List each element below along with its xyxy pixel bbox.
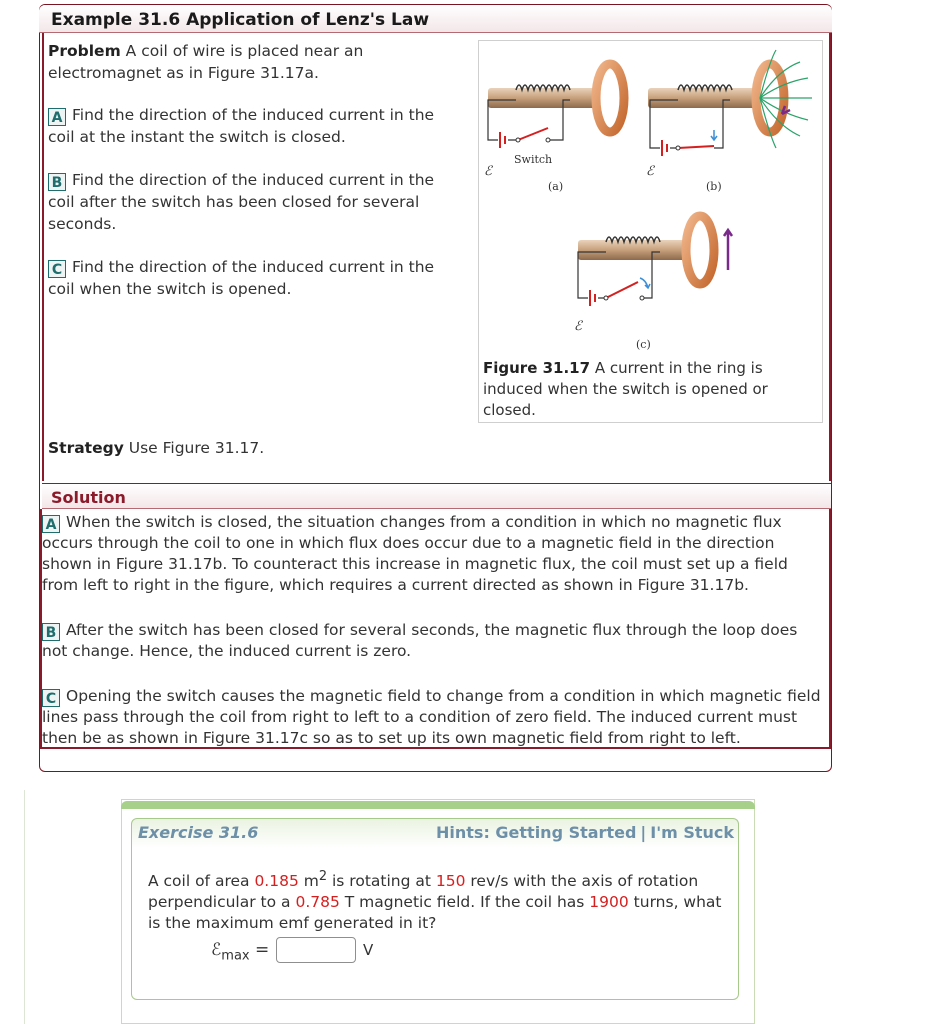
emf-answer-input[interactable] [276, 937, 356, 963]
panel-c [574, 216, 732, 351]
emf-symbol: ℰ [211, 940, 222, 960]
part-c-badge: C [48, 260, 66, 278]
turns-value: 1900 [589, 893, 629, 912]
example-title: Example 31.6 Application of Lenz's Law [51, 10, 430, 30]
right-rule [829, 33, 831, 481]
switch-b-pivot [676, 146, 680, 150]
emf-equals: = [249, 940, 270, 960]
solution-part-a [42, 512, 827, 596]
q-part6: turns, what is the maximum emf generated in it? [148, 893, 722, 933]
induced-current-arrow-c [724, 230, 732, 270]
figure-caption-label: Figure 31.17 [483, 359, 591, 377]
rod-a [488, 88, 596, 108]
area-value: 0.185 [254, 872, 299, 891]
emf-unit: V [363, 941, 374, 959]
part-a-text: Find the direction of the induced current in the coil at the instant the switch is closed. [48, 106, 435, 146]
problem-paragraph [48, 40, 458, 84]
figure-caption-text: A current in the ring is induced when the switch is opened or closed. [483, 359, 768, 419]
problem-text: A coil of wire is placed near an electromagnet as in Figure 31.17a. [48, 42, 364, 82]
solution-b-badge: B [42, 623, 60, 641]
panel-c-label: (c) [636, 338, 651, 351]
ring-a [596, 64, 624, 132]
solution-part-b [42, 620, 827, 662]
emf-max-label [211, 940, 269, 963]
switch-c-pivot [604, 296, 608, 300]
part-b-badge: B [48, 173, 66, 191]
switch-c-contact [640, 296, 644, 300]
part-b-text: Find the direction of the induced current in the coil after the switch has been closed for several seconds. [48, 171, 435, 233]
q-part1: A coil of area [148, 872, 255, 891]
exercise-question [148, 866, 738, 934]
panel-b [646, 50, 812, 193]
rod-c [578, 240, 690, 260]
solution-a-badge: A [42, 515, 60, 533]
emf-symbol-a: ℰ [484, 164, 492, 179]
ring-c [686, 216, 714, 284]
solution-header-bar [42, 483, 831, 509]
emf-subscript: max [221, 948, 250, 964]
solution-title: Solution [51, 488, 126, 507]
switch-a-contact [546, 138, 550, 142]
rod-b [648, 88, 760, 108]
strategy-text: Use Figure 31.17. [123, 439, 265, 457]
problem-part-a [48, 104, 458, 148]
q-part5: T magnetic field. If the coil has [339, 893, 590, 912]
q-part4: rev/s with the axis of rotation perpendicular to a [148, 872, 699, 912]
figure-31-17 [478, 40, 823, 358]
solution-c-text: Opening the switch causes the magnetic field to change from a condition in which magnetic field lines pass through the coil from right to left to a condition of zero field. The induced current must then be as shown in Figure 31.17c so as to set up its own magnetic field from right to left. [42, 687, 821, 747]
switch-c-arrow [640, 278, 650, 288]
figure-caption [483, 358, 818, 421]
solution-c-badge: C [42, 689, 60, 707]
exercise-title: Exercise 31.6 [138, 823, 259, 842]
part-a-badge: A [48, 108, 66, 126]
solution-b-text: After the switch has been closed for several seconds, the magnetic flux through the loop does not change. Hence, the induced current is zero. [42, 621, 798, 660]
strategy-paragraph [48, 437, 458, 459]
exercise-hints [436, 823, 734, 842]
q-part2: m [298, 872, 319, 891]
left-rule [42, 33, 44, 481]
hint-stuck-link[interactable]: I'm Stuck [650, 823, 735, 842]
rate-value: 150 [435, 872, 466, 891]
part-c-text: Find the direction of the induced current in the coil when the switch is opened. [48, 258, 435, 298]
switch-c-lever [606, 282, 638, 298]
problem-part-b [48, 169, 458, 235]
switch-b-lever [678, 146, 714, 148]
solution-a-text: When the switch is closed, the situation changes from a condition in which no magnetic flux occurs through the coil to one in which flux does occur due to a magnetic field in the direction shown in Figure 31.17b. To counteract this increase in magnetic flux, the coil must set up a field from left to right in the figure, which requires a current directed as shown in Figure 31.17b. [42, 513, 788, 594]
solution-part-c [42, 686, 827, 749]
page-rule-left [24, 790, 25, 1024]
switch-b-arrow [711, 130, 717, 140]
panel-b-label: (b) [706, 180, 722, 193]
switch-a-lever [518, 128, 548, 140]
emf-symbol-c: ℰ [574, 319, 582, 334]
q-part3: is rotating at [327, 872, 436, 891]
emf-symbol-b: ℰ [646, 164, 654, 179]
hint-getting-started-link[interactable]: Hints: Getting Started [436, 823, 637, 842]
switch-a-pivot [516, 138, 520, 142]
hint-separator: | [640, 823, 647, 842]
panel-a [484, 64, 624, 193]
strategy-label: Strategy [48, 439, 124, 457]
field-value: 0.785 [295, 893, 340, 912]
area-exponent: 2 [318, 869, 328, 884]
panel-a-label: (a) [548, 180, 564, 193]
switch-label: Switch [514, 153, 553, 166]
problem-label: Problem [48, 42, 121, 60]
exercise-top-bar [121, 801, 755, 809]
problem-part-c [48, 256, 458, 300]
